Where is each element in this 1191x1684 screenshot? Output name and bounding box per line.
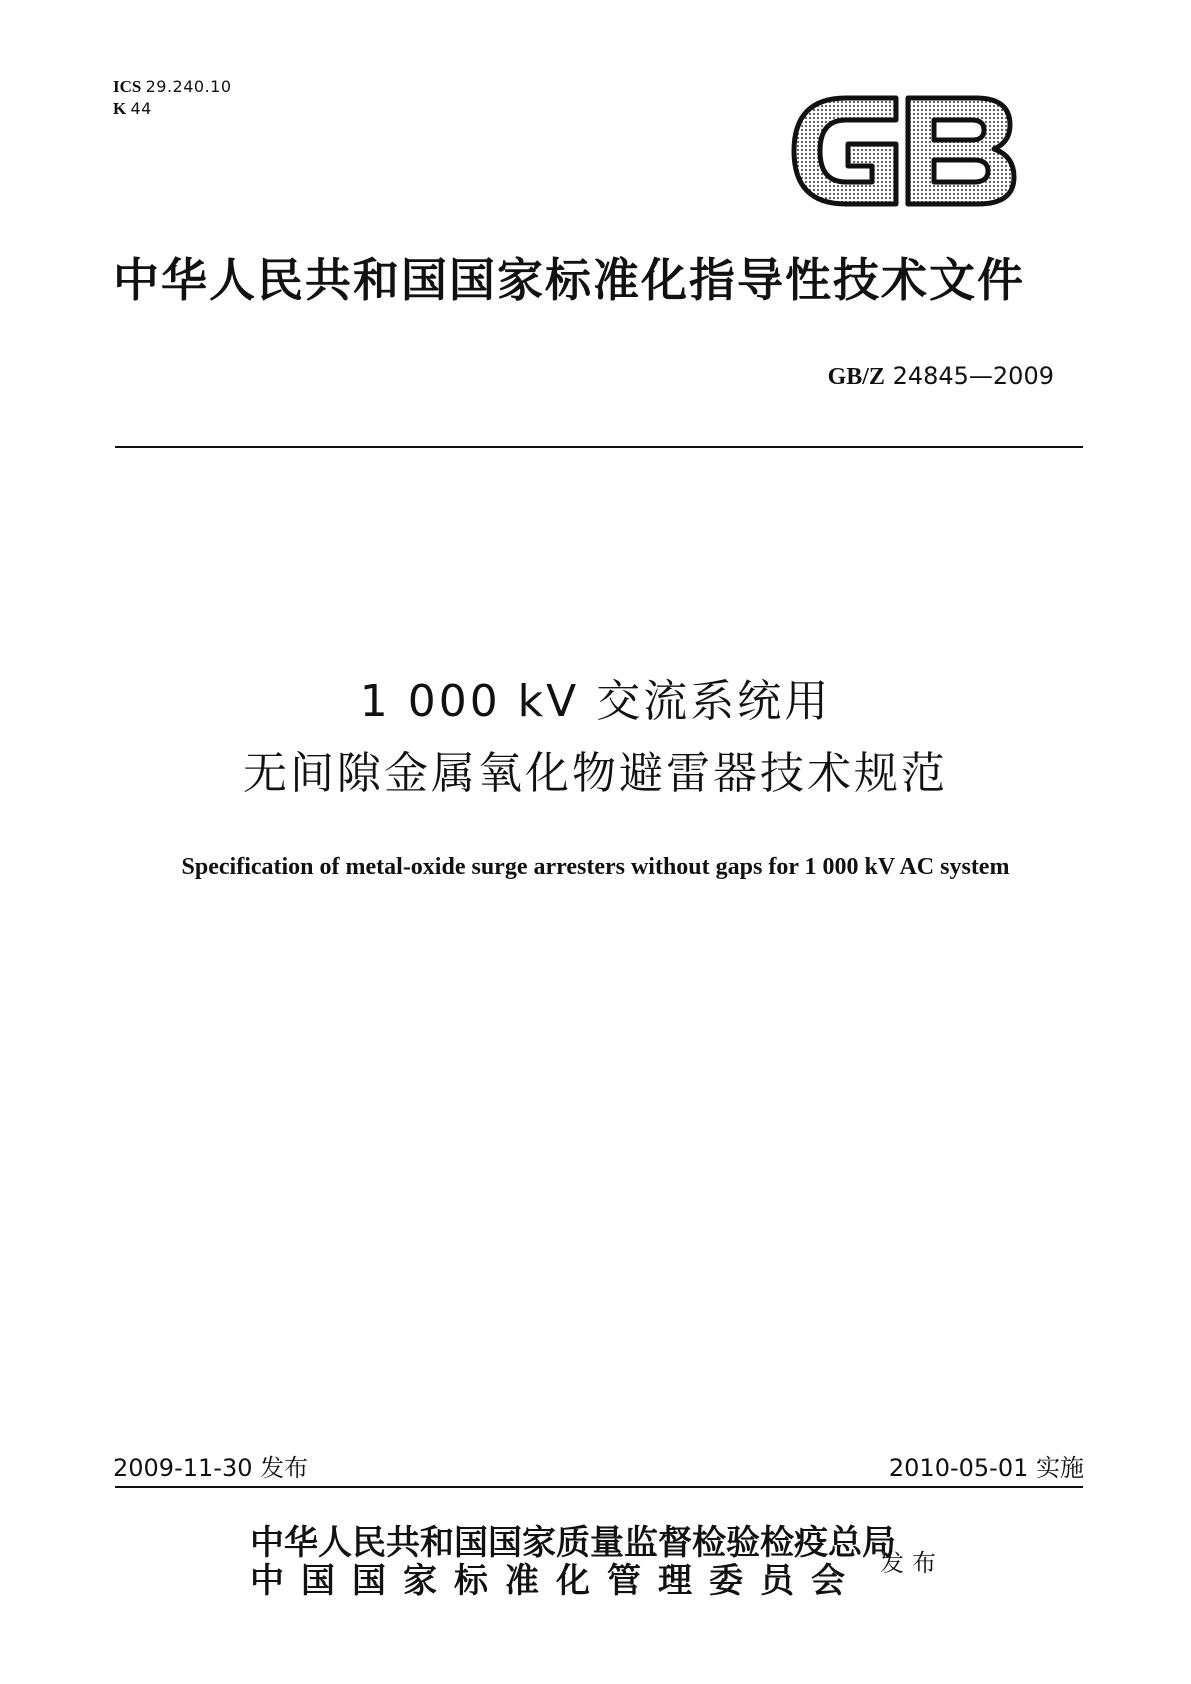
- ccs-code: [113, 98, 232, 120]
- footer-divider: [115, 1486, 1083, 1488]
- document-type-heading: 中华人民共和国国家标准化指导性技术文件: [113, 253, 1025, 307]
- ics-label: ICS: [113, 77, 142, 96]
- gb-logo-b: [908, 98, 1014, 204]
- standard-number: [828, 362, 1054, 391]
- header-divider: [115, 446, 1083, 448]
- ccs-label: K: [113, 99, 127, 118]
- standard-number-prefix: GB/Z: [827, 364, 885, 390]
- title-en: Specification of metal-oxide surge arresters without gaps for 1 000 kV AC system: [181, 854, 1010, 880]
- gb-logo-g: [794, 98, 896, 204]
- ics-value: 29.240.10: [145, 77, 232, 96]
- ccs-value: 44: [130, 99, 152, 118]
- gb-logo: [788, 92, 1020, 210]
- issued-word: 发布: [880, 1549, 944, 1577]
- publish-date: 2009-11-30 发布: [113, 1454, 309, 1482]
- issuer-line2: 中国国家标准化管理委员会: [250, 1563, 862, 1600]
- title-zh-line1: 1 000 kV 交流系统用: [359, 676, 832, 727]
- title-zh-line2: 无间隙金属氧化物避雷器技术规范: [243, 748, 948, 799]
- issuer-line1: 中华人民共和国国家质量监督检验检疫总局: [250, 1525, 896, 1562]
- classification-codes: [113, 76, 232, 120]
- implement-date: 2010-05-01 实施: [888, 1454, 1084, 1482]
- ics-code: [113, 76, 232, 98]
- standard-number-value: 24845—2009: [892, 362, 1054, 390]
